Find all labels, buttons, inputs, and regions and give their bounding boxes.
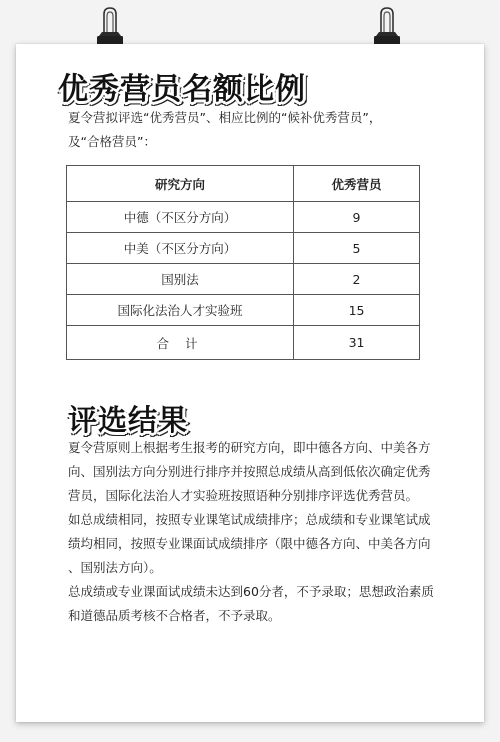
results-paragraph (68, 436, 460, 628)
intro-line: 及“合格营员”： (68, 134, 156, 149)
table-cell-direction: 国际化法治人才实验班 (67, 295, 294, 326)
table-header-row (67, 166, 420, 202)
intro-paragraph (68, 106, 460, 154)
table-cell-direction: 中美（不区分方向） (67, 233, 294, 264)
results-line: 夏令营原则上根据考生报考的研究方向，即中德各方向、中美各方 (68, 440, 431, 455)
table-cell-count: 5 (294, 233, 420, 264)
section-title-quota: 优秀营员名额比例 (58, 72, 306, 107)
table-row (67, 233, 420, 264)
results-line: 向、国别法方向分别进行排序并按照总成绩从高到低依次确定优秀 (68, 464, 431, 479)
table-cell-direction: 中德（不区分方向） (67, 202, 294, 233)
table-cell-direction: 国别法 (67, 264, 294, 295)
column-header-excellent: 优秀营员 (294, 166, 420, 202)
quota-table (66, 165, 420, 360)
table-cell-count: 9 (294, 202, 420, 233)
results-line: 总成绩或专业课面试成绩未达到60分者，不予录取；思想政治素质 (68, 584, 434, 599)
results-line: 绩均相同，按照专业课面试成绩排序（限中德各方向、中美各方向 (68, 536, 431, 551)
intro-line: 夏令营拟评选“优秀营员”、相应比例的“候补优秀营员”， (68, 110, 382, 125)
section-title-results: 评选结果 (68, 403, 189, 437)
results-line: 和道德品质考核不合格者，不予录取。 (68, 608, 281, 623)
table-row (67, 264, 420, 295)
table-cell-count: 2 (294, 264, 420, 295)
table-cell-count: 15 (294, 295, 420, 326)
column-header-direction: 研究方向 (67, 166, 294, 202)
results-line: 如总成绩相同，按照专业课笔试成绩排序；总成绩和专业课笔试成 (68, 512, 431, 527)
table-row (67, 295, 420, 326)
table-row (67, 202, 420, 233)
table-total-row (67, 326, 420, 360)
results-line: 、国别法方向）。 (68, 560, 162, 575)
results-line: 营员，国际化法治人才实验班按照语种分别排序评选优秀营员。 (68, 488, 419, 503)
table-total-label: 合 计 (67, 326, 294, 360)
table-total-count: 31 (294, 326, 420, 360)
